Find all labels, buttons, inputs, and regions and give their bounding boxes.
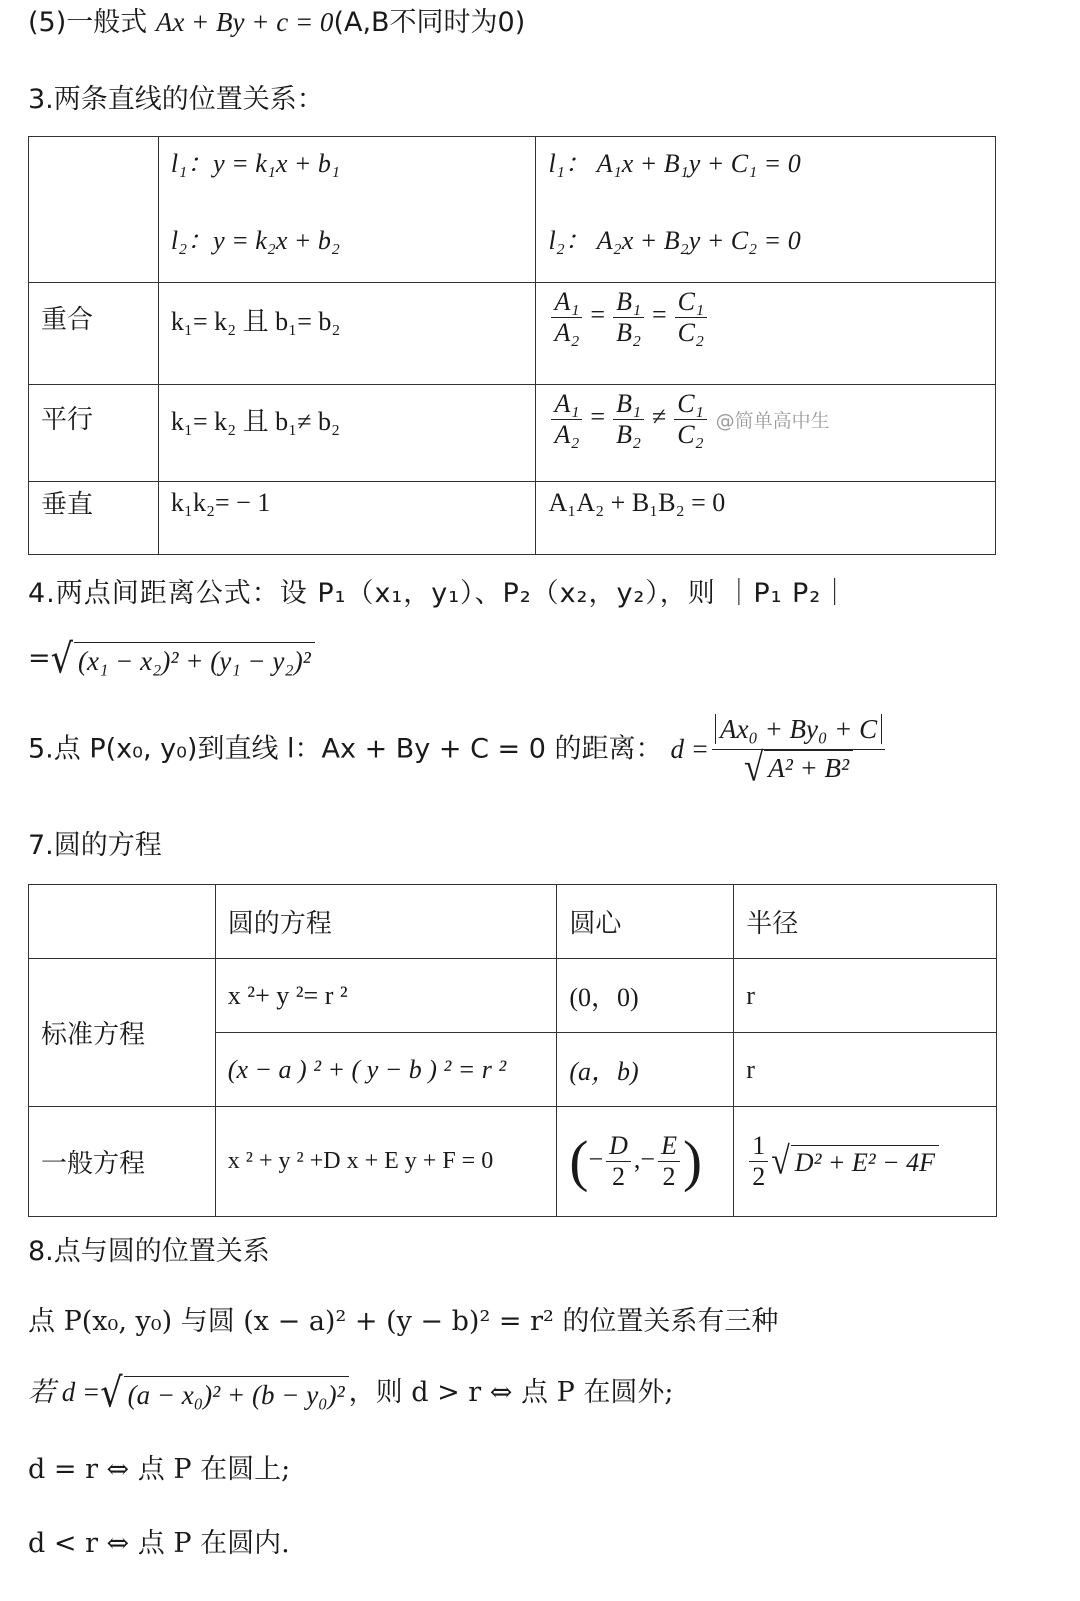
watermark: @简单高中生 (715, 409, 830, 432)
radical-icon: √ (50, 635, 73, 684)
fraction-num: D (606, 1131, 631, 1162)
sqrt (771, 1139, 939, 1183)
table-row (29, 1107, 997, 1217)
sqrt (100, 1369, 348, 1418)
sqrt-body: A² + B² (764, 750, 853, 785)
right-paren: ) (682, 1129, 702, 1193)
section-8-title: 8.点与圆的位置关系 (28, 1236, 270, 1267)
center-origin: (0，0) (557, 959, 734, 1033)
fraction-den (741, 745, 856, 791)
table-row (29, 385, 996, 482)
fraction-num: B₁ (613, 287, 644, 318)
separator: ,− (633, 1144, 656, 1174)
row-label-standard: 标准方程 (29, 959, 216, 1107)
fraction-num: C₁ (675, 287, 707, 318)
outside-condition: ，则 d > r ⇔ 点 P 在圆外; (348, 1377, 674, 1409)
center-ab: (a，b) (557, 1033, 734, 1107)
section-3-title: 3.两条直线的位置关系： (28, 84, 324, 115)
distance-formula (28, 635, 315, 684)
row-label-parallel: 平行 (29, 385, 159, 482)
fraction (749, 1131, 768, 1192)
radical-icon: √ (743, 745, 764, 791)
fraction-num: B₁ (613, 389, 644, 420)
general-form-condition: (A,B不同时为0) (333, 7, 526, 38)
section-4-text: 4.两点间距离公式：设 P₁（x₁，y₁）、P₂（x₂，y₂），则 ｜P₁ P₂｜ (28, 578, 850, 609)
fraction-den: B₂ (616, 317, 641, 347)
equals-sign: = (28, 643, 51, 675)
fraction-num (712, 714, 885, 750)
general-form-formula: Ax + By + c = 0 (155, 7, 334, 37)
table-row (29, 959, 997, 1033)
fraction (712, 714, 885, 791)
coincide-general-condition (536, 283, 996, 385)
sqrt (743, 745, 853, 791)
circle-equation-table (28, 884, 997, 1217)
table-row (29, 283, 996, 385)
fraction-den: 2 (752, 1162, 766, 1191)
not-equal-sign: ≠ (652, 402, 667, 432)
l2-general-equation: l₂： A₂x + B₂y + C₂ = 0 (548, 226, 801, 255)
sqrt (50, 635, 315, 684)
equals-sign: = (590, 300, 606, 330)
sqrt-body: (x₁ − x₂)² + (y₁ − y₂)² (74, 642, 315, 677)
l1-slope-equation: l₁：y = k₁x + b₁ (170, 149, 340, 178)
point-circle-outside (28, 1369, 674, 1418)
fraction-den: A₂ (554, 317, 580, 347)
coincide-slope-condition: k₁= k₂ 且 b₁= b₂ (158, 283, 536, 385)
table-cell-empty (29, 137, 159, 283)
fraction-den: B₂ (616, 419, 641, 449)
fraction-den: C₂ (677, 317, 705, 347)
general-radius (734, 1107, 997, 1217)
general-form-prefix: (5)一般式 (28, 7, 156, 38)
fraction-num: E (658, 1131, 680, 1162)
fraction-num: A₁ (551, 287, 582, 318)
fraction-den: 2 (662, 1162, 676, 1191)
point-circle-intro: 点 P(x₀, y₀) 与圆 (x − a)² + (y − b)² = r² 的位置关系有三种 (28, 1306, 779, 1337)
radical-icon: √ (100, 1369, 123, 1418)
general-circle-equation: x ² + y ² +D x + E y + F = 0 (215, 1107, 557, 1217)
parallel-general-condition (536, 385, 996, 482)
radius-value: r (734, 1033, 997, 1107)
row-label-coincide: 重合 (29, 283, 159, 385)
column-header: 圆的方程 (215, 885, 557, 959)
fraction-num: A₁ (551, 389, 582, 420)
parallel-slope-condition: k₁= k₂ 且 b₁≠ b₂ (158, 385, 536, 482)
point-line-distance (28, 714, 888, 791)
fraction (674, 389, 706, 450)
point-circle-inside: d < r ⇔ 点 P 在圆内. (28, 1528, 290, 1559)
fraction-num: 1 (749, 1131, 768, 1162)
abs-value: Ax₀ + By₀ + C (715, 714, 882, 744)
fraction-num: C₁ (674, 389, 706, 420)
standard-equation-general: (x − a ) ² + ( y − b ) ² = r ² (215, 1033, 557, 1107)
standard-equation-origin: x ²+ y ²= r ² (215, 959, 557, 1033)
d-equals: 若 d = (28, 1377, 101, 1408)
fraction-den: 2 (612, 1162, 625, 1191)
point-circle-on: d = r ⇔ 点 P 在圆上; (28, 1454, 291, 1485)
general-center (557, 1107, 734, 1217)
radius-value: r (734, 959, 997, 1033)
section-7-title: 7.圆的方程 (28, 830, 162, 861)
fraction (551, 287, 582, 348)
sqrt-body: (a − x₀)² + (b − y₀)² (124, 1376, 349, 1411)
minus-sign: − (588, 1144, 604, 1174)
table-row (29, 885, 997, 959)
fraction (675, 287, 707, 348)
l1-general-equation: l₁： A₁x + B₁y + C₁ = 0 (548, 149, 801, 178)
sqrt-body: D² + E² − 4F (791, 1145, 939, 1179)
general-form-line (28, 6, 525, 39)
point-line-distance-text: 5.点 P(x₀, y₀)到直线 l：Ax + By + C = 0 的距离： (28, 733, 663, 765)
fraction (551, 389, 582, 450)
row-label-general: 一般方程 (29, 1107, 216, 1217)
fraction-den: A₂ (554, 419, 580, 449)
l2-slope-equation: l₂：y = k₂x + b₂ (170, 226, 340, 255)
fraction-den: C₂ (677, 419, 704, 449)
d-equals: d = (670, 734, 709, 765)
radical-icon: √ (771, 1139, 790, 1183)
perpendicular-general-condition: A₁A₂ + B₁B₂ = 0 (536, 482, 996, 555)
line-relation-table (28, 136, 996, 555)
column-header: 半径 (734, 885, 997, 959)
fraction (613, 287, 644, 348)
fraction (613, 389, 644, 450)
table-cell-empty (29, 885, 216, 959)
equals-sign: = (652, 300, 667, 330)
table-row (29, 482, 996, 555)
perpendicular-slope-condition: k₁k₂= − 1 (158, 482, 536, 555)
equals-sign: = (590, 402, 606, 432)
fraction (606, 1131, 631, 1192)
fraction (658, 1131, 680, 1192)
column-header: 圆心 (557, 885, 734, 959)
slope-form-header (158, 137, 536, 283)
row-label-perpendicular: 垂直 (29, 482, 159, 555)
left-paren: ( (569, 1129, 589, 1193)
table-row (29, 137, 996, 283)
general-form-header (536, 137, 996, 283)
